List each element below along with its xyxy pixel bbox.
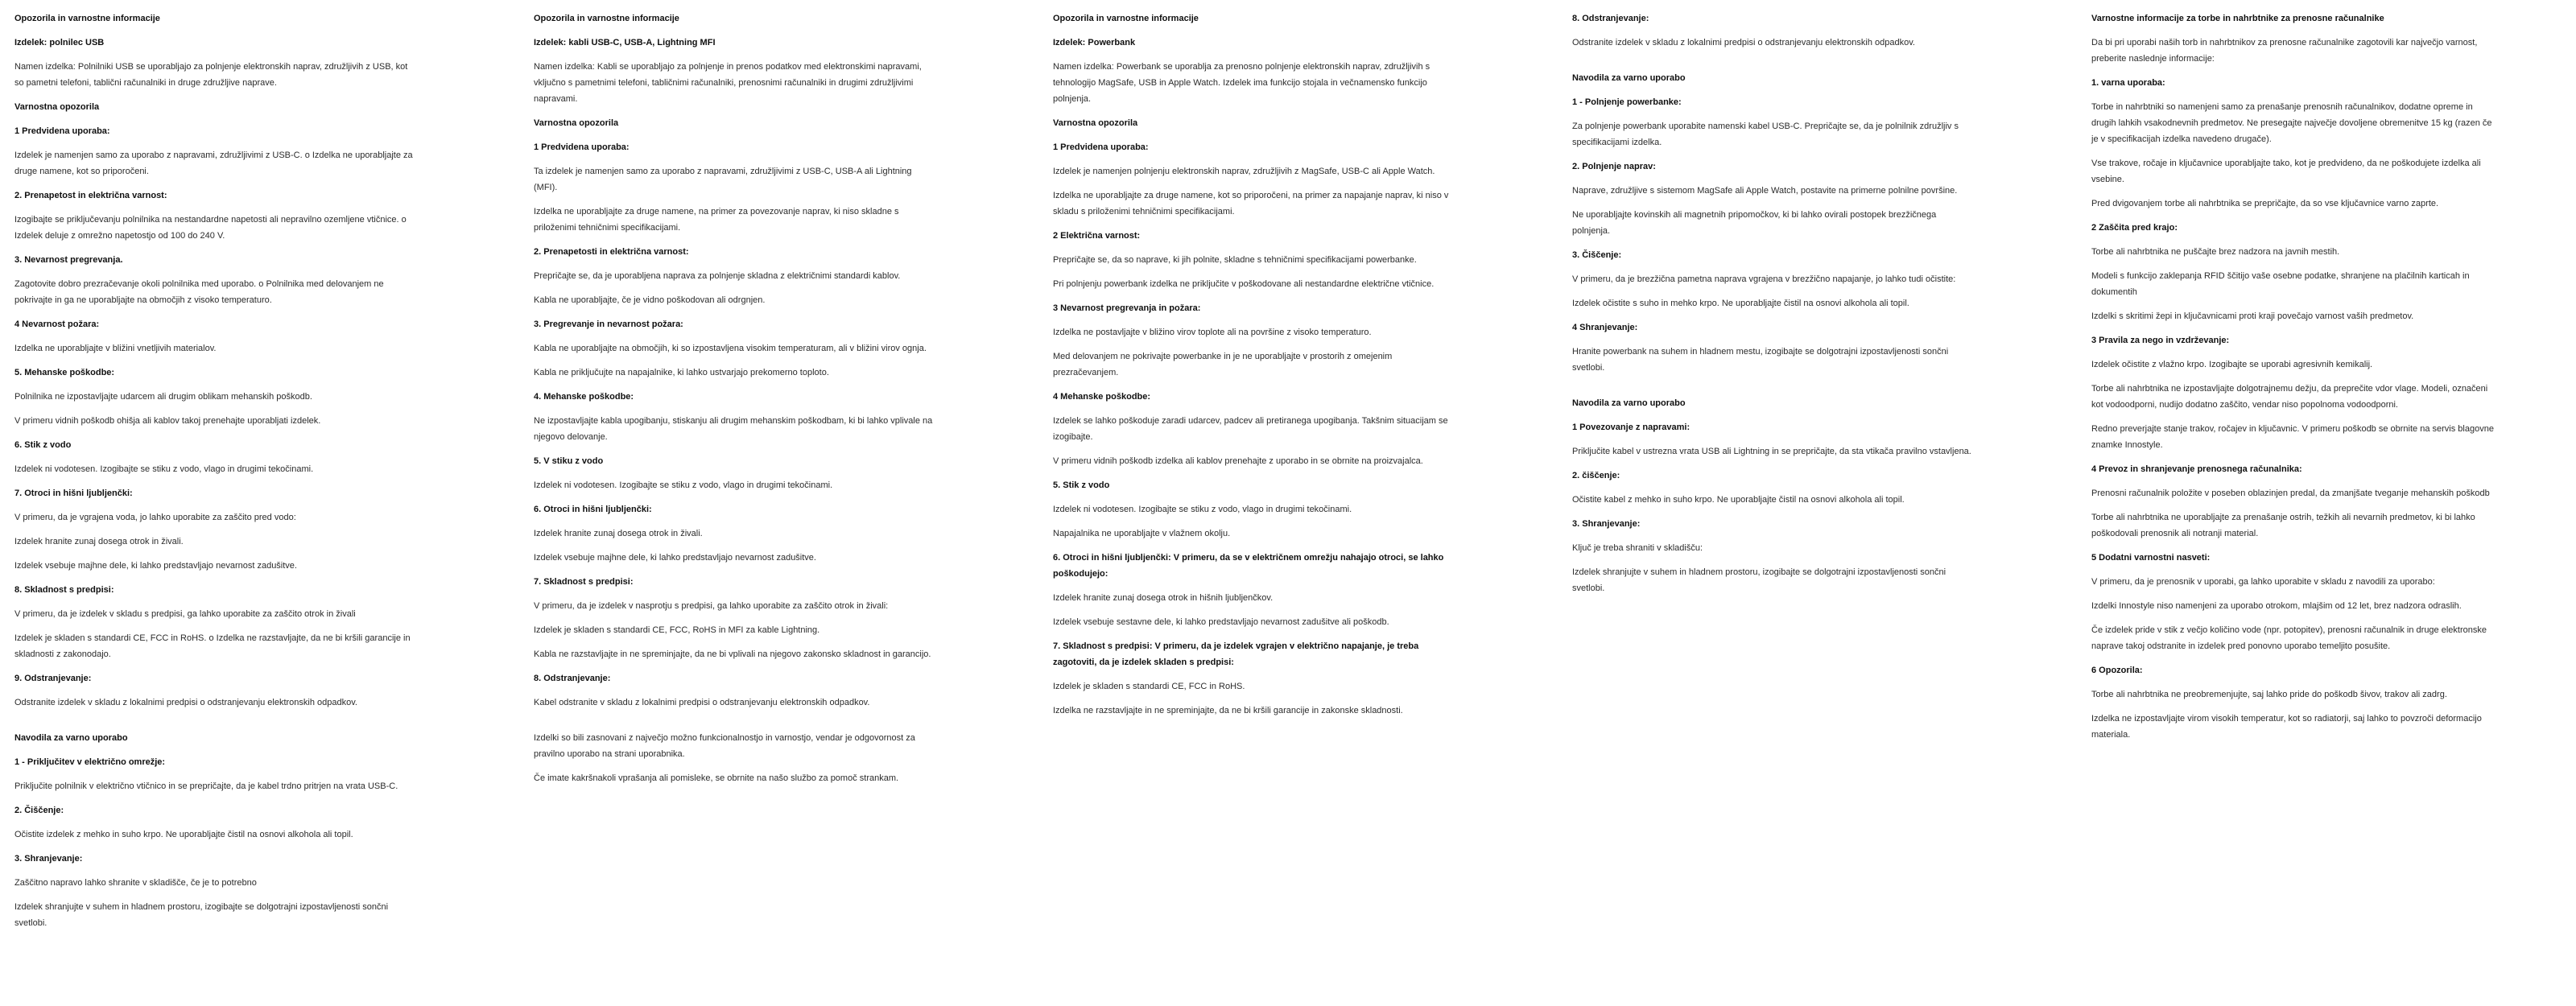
column-powerbank-instructions [1572, 10, 1975, 604]
section-heading: 3 Nevarnost pregrevanja in požara: [1053, 303, 1201, 313]
section-heading: Varnostna opozorila [1053, 118, 1138, 128]
section-heading: 6. Stik z vodo [14, 440, 72, 450]
paragraph: Izdelek vsebuje sestavne dele, ki lahko predstavljajo nevarnost zadušitve ali poškodb. [1053, 617, 1389, 627]
section-heading: 5 Dodatni varnostni nasveti: [2091, 553, 2211, 563]
section-heading: 8. Odstranjevanje: [534, 674, 611, 683]
section-heading: 1 Predvidena uporaba: [14, 126, 110, 136]
paragraph: Izdelki Innostyle niso namenjeni za uporabo otrokom, mlajšim od 12 let, brez nadzora odraslih. [2091, 601, 2462, 611]
column-cables [534, 10, 936, 794]
paragraph: Če izdelek pride v stik z večjo količino vode (npr. potopitev), prenosni računalnik in druge elektronske naprave takoj odstranite in izdelek pred ponovno uporabo temeljito posušite. [2091, 625, 2487, 651]
paragraph: V primeru, da je vgrajena voda, jo lahko uporabite za zaščito pred vodo: [14, 513, 296, 522]
paragraph: V primeru, da je izdelek v nasprotju s predpisi, ga lahko uporabite za zaščito otrok in živali: [534, 601, 889, 611]
section-heading: Izdelek: kabli USB-C, USB-A, Lightning MFI [534, 38, 716, 47]
section-heading: 1 Povezovanje z napravami: [1572, 423, 1690, 432]
section-heading: Navodila za varno uporabo [1572, 73, 1686, 83]
section-heading: Opozorila in varnostne informacije [14, 14, 160, 23]
paragraph: Izdelka ne razstavljajte in ne spreminjajte, da ne bi kršili garancije in zakonske skladnosti. [1053, 706, 1403, 715]
section-heading: 4 Nevarnost požara: [14, 320, 100, 329]
paragraph: Torbe ali nahrbtnika ne izpostavljajte dolgotrajnemu dežju, da preprečite vdor vlage. Modeli, označeni kot vodoodporni, nudijo dodatno zaščito, vendar niso popolnoma vodoodporni. [2091, 384, 2488, 410]
section-heading: 2. Polnjenje naprav: [1572, 162, 1656, 171]
section-heading: 1. varna uporaba: [2091, 78, 2165, 88]
section-heading: 5. Mehanske poškodbe: [14, 368, 115, 377]
paragraph: Izdelka ne izpostavljajte virom visokih temperatur, kot so radiatorji, saj lahko to povzroči deformacijo materiala. [2091, 714, 2482, 740]
column-laptop-bags [2091, 10, 2494, 751]
section-heading: 3 Pravila za nego in vzdrževanje: [2091, 336, 2230, 345]
section-heading: 4 Mehanske poškodbe: [1053, 392, 1151, 402]
section-heading: 5. V stiku z vodo [534, 456, 604, 466]
section-heading: 1 - Priključitev v električno omrežje: [14, 757, 166, 767]
paragraph: Zagotovite dobro prezračevanje okoli polnilnika med uporabo. o Polnilnika med delovanjem ne pokrivajte in ga ne uporabljajte na območjih z visoko temperaturo. [14, 279, 384, 305]
paragraph: Izdelki s skritimi žepi in ključavnicami proti kraji povečajo varnost vaših predmetov. [2091, 311, 2414, 321]
paragraph: V primeru, da je prenosnik v uporabi, ga lahko uporabite v skladu z navodili za uporabo: [2091, 577, 2435, 587]
section-heading: 2. čiščenje: [1572, 471, 1620, 480]
paragraph: Izdelek shranjujte v suhem in hladnem prostoru, izogibajte se dolgotrajni izpostavljenosti sončni svetlobi. [14, 902, 389, 928]
paragraph: Hranite powerbank na suhem in hladnem mestu, izogibajte se dolgotrajni izpostavljenosti sončni svetlobi. [1572, 347, 1949, 373]
section-heading: 3. Čiščenje: [1572, 250, 1622, 260]
paragraph: Ključ je treba shraniti v skladišču: [1572, 543, 1703, 553]
paragraph: Izdelka ne uporabljajte v bližini vnetljivih materialov. [14, 344, 217, 353]
section-heading: 4 Prevoz in shranjevanje prenosnega računalnika: [2091, 464, 2302, 474]
paragraph: Izdelek je skladen s standardi CE, FCC in RoHS. o Izdelka ne razstavljajte, da ne bi kršili garancije in skladnosti z zakonodajo. [14, 633, 411, 659]
paragraph: Izdelek je namenjen polnjenju elektronskih naprav, združljivih z MagSafe, USB-C ali Apple Watch. [1053, 167, 1435, 176]
paragraph: Polnilnika ne izpostavljajte udarcem ali drugim oblikam mehanskih poškodb. [14, 392, 312, 402]
paragraph: Izdelek ni vodotesen. Izogibajte se stiku z vodo, vlago in drugimi tekočinami. [1053, 505, 1352, 514]
section-break [14, 719, 417, 730]
section-heading: 2 Zaščita pred krajo: [2091, 223, 2178, 233]
paragraph: Namen izdelka: Kabli se uporabljajo za polnjenje in prenos podatkov med elektronskimi napravami, vključno s pametnimi telefoni, tabličnimi računalniki, prenosnimi računalniki in drugimi združljivimi napravami. [534, 62, 922, 104]
paragraph: Namen izdelka: Powerbank se uporablja za prenosno polnjenje elektronskih naprav, združljivih s tehnologijo MagSafe, USB in Apple Watch. Izdelek ima funkcijo stojala in večnamensko funkcijo polnjenja. [1053, 62, 1430, 104]
paragraph: Izdelek očistite z vlažno krpo. Izogibajte se uporabi agresivnih kemikalij. [2091, 360, 2373, 369]
section-heading: Opozorila in varnostne informacije [534, 14, 679, 23]
paragraph: Izdelka ne uporabljajte za druge namene, na primer za povezovanje naprav, ki niso skladne s priloženimi tehničnimi specifikacijami. [534, 207, 899, 233]
paragraph: Izdelek je skladen s standardi CE, FCC in RoHS. [1053, 682, 1245, 691]
section-heading: 3. Shranjevanje: [14, 854, 83, 864]
paragraph: Izdelek je skladen s standardi CE, FCC, RoHS in MFI za kable Lightning. [534, 625, 820, 635]
paragraph: Prenosni računalnik položite v poseben oblazinjen predal, da zmanjšate tveganje mehanskih poškodb [2091, 489, 2490, 498]
paragraph: Očistite izdelek z mehko in suho krpo. Ne uporabljajte čistil na osnovi alkohola ali topil. [14, 830, 353, 839]
section-heading: Opozorila in varnostne informacije [1053, 14, 1199, 23]
paragraph: Torbe ali nahrbtnika ne uporabljajte za prenašanje ostrih, težkih ali nevarnih predmetov, ki bi lahko poškodovali prenosnik ali notranji material. [2091, 513, 2475, 538]
paragraph: Odstranite izdelek v skladu z lokalnimi predpisi o odstranjevanju elektronskih odpadkov. [14, 698, 357, 707]
section-heading: 8. Odstranjevanje: [1572, 14, 1649, 23]
section-heading: 2. Prenapetosti in električna varnost: [534, 247, 689, 257]
paragraph: Modeli s funkcijo zaklepanja RFID ščitijo vaše osebne podatke, shranjene na plačilnih karticah in dokumentih [2091, 271, 2470, 297]
paragraph: Izdelek hranite zunaj dosega otrok in hišnih ljubljenčkov. [1053, 593, 1274, 603]
section-heading: 3. Shranjevanje: [1572, 519, 1641, 529]
paragraph: Prepričajte se, da je uporabljena naprava za polnjenje skladna z električnimi standardi kablov. [534, 271, 901, 281]
paragraph: Torbe ali nahrbtnika ne puščajte brez nadzora na javnih mestih. [2091, 247, 2340, 257]
paragraph: Izdelek hranite zunaj dosega otrok in živali. [534, 529, 703, 538]
section-heading: Izdelek: polnilec USB [14, 38, 105, 47]
paragraph: Zaščitno napravo lahko shranite v skladišče, če je to potrebno [14, 878, 257, 888]
section-heading: Navodila za varno uporabo [14, 733, 128, 743]
section-break [534, 719, 936, 730]
paragraph: Izdelek shranjujte v suhem in hladnem prostoru, izogibajte se dolgotrajni izpostavljenosti sončni svetlobi. [1572, 567, 1946, 593]
paragraph: Redno preverjajte stanje trakov, ročajev in ključavnic. V primeru poškodb se obrnite na servis blagovne znamke Innostyle. [2091, 424, 2494, 450]
paragraph: Izdelek ni vodotesen. Izogibajte se stiku z vodo, vlago in drugimi tekočinami. [534, 480, 833, 490]
paragraph: Izdelek očistite s suho in mehko krpo. Ne uporabljajte čistil na osnovi alkohola ali topil. [1572, 299, 1909, 308]
paragraph: Izdelka ne uporabljajte za druge namene, kot so priporočeni, na primer za napajanje naprav, ki niso v skladu s priloženimi tehničnimi specifikacijami. [1053, 191, 1449, 216]
section-heading: 7. Skladnost s predpisi: [534, 577, 634, 587]
section-heading: 3. Pregrevanje in nevarnost požara: [534, 320, 683, 329]
paragraph: V primeru vidnih poškodb ohišja ali kablov takoj prenehajte uporabljati izdelek. [14, 416, 321, 426]
paragraph: Ne izpostavljajte kabla upogibanju, stiskanju ali drugim mehanskim poškodbam, ki bi lahko vplivale na njegovo delovanje. [534, 416, 933, 442]
section-break [1572, 384, 1975, 395]
paragraph: Priključite polnilnik v električno vtičnico in se prepričajte, da je kabel trdno pritrjen na vrata USB-C. [14, 781, 398, 791]
section-heading: 2. Prenapetost in električna varnost: [14, 191, 167, 200]
paragraph: Napajalnika ne uporabljajte v vlažnem okolju. [1053, 529, 1231, 538]
paragraph: Za polnjenje powerbank uporabite namenski kabel USB-C. Prepričajte se, da je polnilnik združljiv s specifikacijami izdelka. [1572, 122, 1959, 147]
paragraph: Izdelka ne postavljajte v bližino virov toplote ali na površine z visoko temperaturo. [1053, 328, 1372, 337]
section-heading: 3. Nevarnost pregrevanja. [14, 255, 123, 265]
paragraph: Da bi pri uporabi naših torb in nahrbtnikov za prenosne računalnike zagotovili kar največjo varnost, preberite naslednje informacije: [2091, 38, 2478, 64]
paragraph: V primeru vidnih poškodb izdelka ali kablov prenehajte z uporabo in se obrnite na proizvajalca. [1053, 456, 1423, 466]
section-heading: 5. Stik z vodo [1053, 480, 1110, 490]
paragraph: Med delovanjem ne pokrivajte powerbanke in je ne uporabljajte v prostorih z omejenim prezračevanjem. [1053, 352, 1393, 377]
paragraph: Kabel odstranite v skladu z lokalnimi predpisi o odstranjevanju elektronskih odpadkov. [534, 698, 870, 707]
paragraph: Ta izdelek je namenjen samo za uporabo z napravami, združljivimi z USB-C, USB-A ali Lightning (MFI). [534, 167, 912, 192]
section-heading: 2 Električna varnost: [1053, 231, 1141, 241]
paragraph: Izdelek vsebuje majhne dele, ki lahko predstavljajo nevarnost zadušitve. [14, 561, 297, 571]
paragraph: Kabla ne priključujte na napajalnike, ki lahko ustvarjajo prekomerno toploto. [534, 368, 829, 377]
paragraph: Izdelki so bili zasnovani z največjo možno funkcionalnostjo in varnostjo, vendar je odgovornost za pravilno uporabo na strani uporabnika. [534, 733, 915, 759]
section-heading: 7. Otroci in hišni ljubljenčki: [14, 489, 133, 498]
paragraph: V primeru, da je izdelek v skladu s predpisi, ga lahko uporabite za zaščito otrok in živali [14, 609, 356, 619]
section-heading: Navodila za varno uporabo [1572, 398, 1686, 408]
paragraph: Torbe ali nahrbtnika ne preobremenjujte, saj lahko pride do poškodb šivov, trakov ali zadrg. [2091, 690, 2447, 699]
paragraph: Če imate kakršnakoli vprašanja ali pomisleke, se obrnite na našo službo za pomoč strankam. [534, 773, 899, 783]
paragraph: Vse trakove, ročaje in ključavnice uporabljajte tako, kot je predvideno, da ne poškodujete izdelka ali vsebine. [2091, 159, 2481, 184]
paragraph: Pred dvigovanjem torbe ali nahrbtnika se prepričajte, da so vse ključavnice varno zaprte. [2091, 199, 2439, 208]
section-heading: 9. Odstranjevanje: [14, 674, 92, 683]
paragraph: Izogibajte se priključevanju polnilnika na nestandardne napetosti ali nepravilno ozemljene vtičnice. o Izdelek deluje z omrežno napetostjo od 100 do 240 V. [14, 215, 407, 241]
section-heading: Varnostna opozorila [534, 118, 619, 128]
paragraph: Naprave, združljive s sistemom MagSafe ali Apple Watch, postavite na primerne polnilne površine. [1572, 186, 1958, 196]
section-heading: 1 Predvidena uporaba: [1053, 142, 1149, 152]
section-heading: 4 Shranjevanje: [1572, 323, 1638, 332]
paragraph: Očistite kabel z mehko in suho krpo. Ne uporabljajte čistil na osnovi alkohola ali topil. [1572, 495, 1905, 505]
paragraph: Izdelek ni vodotesen. Izogibajte se stiku z vodo, vlago in drugimi tekočinami. [14, 464, 314, 474]
section-heading: 6. Otroci in hišni ljubljenčki: V primeru, da se v električnem omrežju nahajajo otroci, se lahko poškodujejo: [1053, 553, 1444, 579]
column-powerbank [1053, 10, 1455, 727]
section-heading: 1 - Polnjenje powerbanke: [1572, 97, 1682, 107]
paragraph: Kabla ne uporabljajte, če je vidno poškodovan ali odrgnjen. [534, 295, 766, 305]
section-heading: 6 Opozorila: [2091, 666, 2143, 675]
section-heading: Izdelek: Powerbank [1053, 38, 1136, 47]
paragraph: Kabla ne razstavljajte in ne spreminjajte, da ne bi vplivali na njegovo zakonsko skladnost in garancijo. [534, 649, 931, 659]
column-charger-usb [14, 10, 417, 939]
paragraph: Kabla ne uporabljajte na območjih, ki so izpostavljena visokim temperaturam, ali v bližini virov ognja. [534, 344, 927, 353]
section-heading: 6. Otroci in hišni ljubljenčki: [534, 505, 652, 514]
paragraph: Odstranite izdelek v skladu z lokalnimi predpisi o odstranjevanju elektronskih odpadkov. [1572, 38, 1915, 47]
section-heading: 1 Predvidena uporaba: [534, 142, 630, 152]
section-heading: 4. Mehanske poškodbe: [534, 392, 634, 402]
section-heading: 8. Skladnost s predpisi: [14, 585, 114, 595]
section-heading: 7. Skladnost s predpisi: V primeru, da je izdelek vgrajen v električno napajanje, je treba zagotoviti, da je izdelek skladen s predpisi: [1053, 641, 1419, 667]
paragraph: Pri polnjenju powerbank izdelka ne priključite v poškodovane ali nestandardne električne vtičnice. [1053, 279, 1435, 289]
paragraph: Prepričajte se, da so naprave, ki jih polnite, skladne s tehničnimi specifikacijami powerbanke. [1053, 255, 1417, 265]
paragraph: V primeru, da je brezžična pametna naprava vgrajena v brezžično napajanje, jo lahko tudi očistite: [1572, 274, 1956, 284]
section-heading: Varnostne informacije za torbe in nahrbtnike za prenosne računalnike [2091, 14, 2384, 23]
section-heading: 2. Čiščenje: [14, 806, 64, 815]
paragraph: Izdelek vsebuje majhne dele, ki lahko predstavljajo nevarnost zadušitve. [534, 553, 816, 563]
paragraph: Izdelek hranite zunaj dosega otrok in živali. [14, 537, 184, 546]
paragraph: Namen izdelka: Polnilniki USB se uporabljajo za polnjenje elektronskih naprav, združljivih z USB, kot so pametni telefoni, tablični računalniki in druge združljive naprave. [14, 62, 408, 88]
paragraph: Torbe in nahrbtniki so namenjeni samo za prenašanje prenosnih računalnikov, dodatne opreme in drugih lahkih vsakodnevnih predmetov. Ne presegajte največje dovoljene obremenitve 15 kg (razen če je v specifikacijah izdelka navedeno drugače). [2091, 102, 2492, 144]
paragraph: Priključite kabel v ustrezna vrata USB ali Lightning in se prepričajte, da sta vtikača pravilno vstavljena. [1572, 447, 1971, 456]
paragraph: Izdelek je namenjen samo za uporabo z napravami, združljivimi z USB-C. o Izdelka ne uporabljajte za druge namene, kot so priporočeni. [14, 150, 413, 176]
section-break [1572, 59, 1975, 70]
paragraph: Izdelek se lahko poškoduje zaradi udarcev, padcev ali pretiranega upogibanja. Takšnim situacijam se izogibajte. [1053, 416, 1448, 442]
section-heading: Varnostna opozorila [14, 102, 100, 112]
paragraph: Ne uporabljajte kovinskih ali magnetnih pripomočkov, ki bi lahko ovirali postopek brezžičnega polnjenja. [1572, 210, 1937, 236]
